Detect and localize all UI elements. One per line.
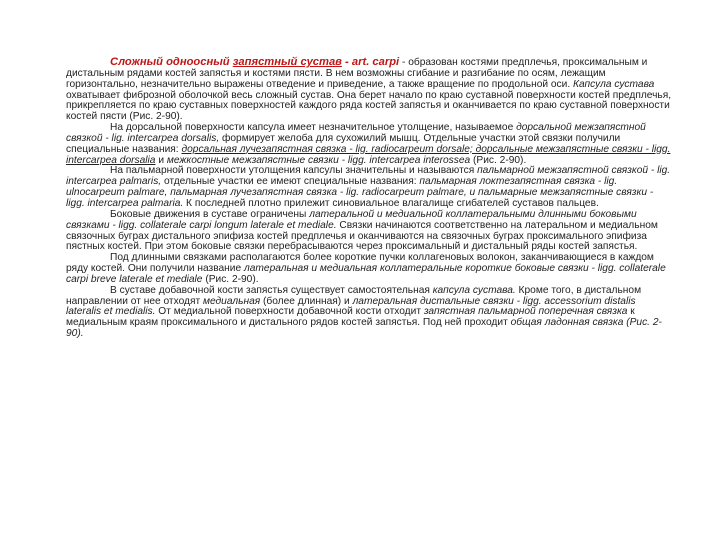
text-segment: запястная пальмарной поперечная связка (423, 306, 628, 318)
title-latin-text: - art. carpi (341, 56, 400, 68)
text-segment: На дорсальной поверхности капсула имеет незначительное утолщение, называемое (110, 122, 517, 134)
text-segment: (более длинная) и (260, 295, 353, 307)
text-segment: Кроме того, в дистальном направлении от нее отходят (66, 284, 642, 307)
text-segment: предплечья, проксимальным и дистальным рядами костей запястья и костями пясти. В нем возможны сгибание и разгибание по осям, лежащим горизонтально, незначительно выражены отведение и приведение, а также вращение по продольной оси. (66, 57, 648, 90)
text-segment: латеральная и медиальная коллатеральные короткие боковые связки - ligg. collaterale carpi breve laterale et mediale (66, 263, 666, 285)
section-title (110, 56, 399, 68)
text-segment: От медиальной поверхности добавочной кости отходит (155, 306, 424, 318)
text-segment: пальмарная локтезапястная связка - lig. ulnocarpeum palmare, пальмарная лучезапястная связка - lig. radiocarpeum palmare, и пальмарные межзапястные связки - ligg. intercarpea palmaria. (66, 176, 654, 209)
text-segment: дорсальной межзапястной связкой - lig. intercarpea dorsalis, (66, 122, 646, 144)
text-segment: дорсальная лучезапястная связка - lig. radiocarpeum dorsale; дорсальные межзапястные связки - ligg. intercarpea dorsalia (66, 143, 671, 166)
text-segment: латеральная дистальные связки - ligg. accessorium distalis lateralis et medialis. (66, 295, 636, 318)
text-segment: (Рис. 2-90). (202, 273, 259, 285)
text-segment: межкостные межзапястные связки - ligg. intercarpea interossea (166, 154, 471, 166)
text-segment: отдельные участки ее имеют специальные названия: (161, 176, 420, 188)
text-segment: (Рис. 2-90). (470, 154, 527, 166)
text-segment: Капсула сустава (573, 78, 655, 90)
text-segment: медиальная (202, 295, 261, 307)
text-segment: пальмарной межзапястной связкой - lig. intercarpea palmaris, (66, 165, 671, 188)
document-body (66, 57, 672, 340)
title-text: Сложный одноосный (110, 56, 233, 68)
text-segment: и (155, 154, 167, 166)
paragraph-lateral (66, 210, 672, 253)
text-segment: к медиальным краям проксимального и дистального рядов костей запястья. Под ней проходит (66, 306, 635, 329)
text-segment: На пальмарной поверхности утолщения капсулы значительны и называются (110, 165, 478, 177)
paragraph-intro (66, 57, 672, 123)
text-segment: охватывает фиброзной оболочкой весь сложный сустав. Она берет начало по краю суставной поверхности костей предплечья, прикрепляется по краю суставных поверхностей каждого ряда костей запястья и оканчивается по краю суставной поверхности костей пясти (Рис. 2-90). (66, 89, 672, 123)
text-segment: Связки начинаются соответственно на латеральном и медиальном связочных буграх дистального эпифиза костей предплечья и оканчиваются на связочных буграх проксимального эпифиза пястных костей. При этом боковые связки перебрасываются через проксимальный и дистальный ряды костей запястья. (66, 219, 658, 253)
paragraph-dorsal (66, 123, 672, 166)
text-segment: общая ладонная связка (Рис. 2-90). (66, 317, 662, 340)
text-segment: формирует желоба для сухожилий мышц. Отдельные участки этой связки получили специальные названия: (66, 132, 621, 155)
text-segment: латеральной и медиальной коллатеральными длинными боковыми связками - ligg. collaterale carpi longum laterale et mediale. (66, 208, 637, 231)
text-segment: Под длинными связками располагаются более короткие пучки коллагеновых волокон, заканчивающиеся в каждом ряду костей. Они получили название (66, 252, 654, 275)
title-tail-text: - образован костями (399, 57, 499, 68)
text-segment: капсула сустава. (432, 284, 516, 296)
title-underlined-text: запястный сустав (232, 56, 342, 68)
paragraph-short-ligaments (66, 253, 672, 286)
text-segment: В суставе добавочной кости запястья существует самостоятельная (110, 284, 433, 296)
text-segment: Боковые движения в суставе ограничены (110, 208, 310, 220)
text-segment: К последней плотно прилежит синовиальное влагалище сгибателей суставов пальцев. (183, 197, 599, 209)
paragraph-palmar (66, 166, 672, 209)
paragraph-accessory-bone (66, 286, 672, 340)
